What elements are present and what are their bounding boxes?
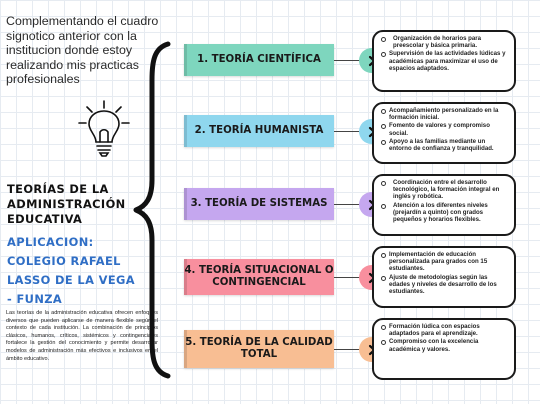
theory-detail-card-1 [372, 30, 516, 92]
description-paragraph: Las teorías de la administración educativa ofrecen enfoques diversos que pueden aplicarse de manera flexible según el contexto de cada institución. La combinación de principios clásicos, humanos, críticos, sistémicos y contingenciales fortalece la gestión del conocimiento y permite desarrollar modelos de administración más efectivos e inclusivos en el ámbito educativo. [6, 310, 158, 362]
detail-point: Implementación de educación personalizada para grados con 15 estudiantes. [389, 251, 508, 273]
detail-point: Organización de horarios para preescolar y básica primaria. [389, 35, 508, 49]
connector-line [334, 60, 360, 61]
detail-point: Acompañamiento personalizado en la formación inicial. [389, 107, 508, 121]
theory-banner-5: 5. TEORÍA DE LA CALIDAD TOTAL [184, 330, 334, 368]
theory-detail-card-5 [372, 318, 516, 380]
theory-banner-3: 3. TEORÍA DE SISTEMAS [184, 188, 334, 220]
connector-line [334, 349, 360, 350]
theory-detail-card-3 [372, 174, 516, 236]
theory-banner-1: 1. TEORÍA CIENTÍFICA [184, 44, 334, 76]
theory-banner-2: 2. TEORÍA HUMANISTA [184, 115, 334, 147]
curly-brace [128, 40, 176, 380]
connector-line [334, 204, 360, 205]
theory-detail-card-2 [372, 102, 516, 164]
detail-point: Fomento de valores y compromiso social. [389, 122, 508, 136]
detail-point: Formación lúdica con espacios adaptados para el aprendizaje. [389, 323, 508, 337]
detail-point: Supervisión de las actividades lúdicas y académicas para maximizar el uso de espacios adaptados. [389, 50, 508, 72]
page-title: TEORÍAS DE LA ADMINISTRACIÓN EDUCATIVA [7, 182, 126, 226]
intro-note: Complementando el cuadro signotico anterior con la institucion donde estoy realizando mis practicas profesionales [6, 14, 159, 86]
theory-banner-4: 4. TEORÍA SITUACIONAL O CONTINGENCIAL [184, 259, 334, 295]
lightbulb-icon [74, 98, 134, 160]
detail-point: Coordinación entre el desarrollo tecnológico, la formación integral en inglés y robótica. [389, 179, 508, 201]
detail-point: Atención a los diferentes niveles (prejardín a quinto) con grados pequeños y horarios flexibles. [389, 202, 508, 224]
detail-point: Ajuste de metodologías según las edades y niveles de desarrollo de los estudiantes. [389, 274, 508, 296]
detail-point: Compromiso con la excelencia académica y valores. [389, 338, 508, 352]
application-subtitle: APLICACION: COLEGIO RAFAEL LASSO DE LA VEGA - FUNZA [7, 235, 136, 306]
connector-line [334, 131, 360, 132]
detail-point: Apoyo a las familias mediante un entorno de confianza y tranquilidad. [389, 138, 508, 152]
connector-line [334, 277, 360, 278]
theory-detail-card-4 [372, 246, 516, 308]
